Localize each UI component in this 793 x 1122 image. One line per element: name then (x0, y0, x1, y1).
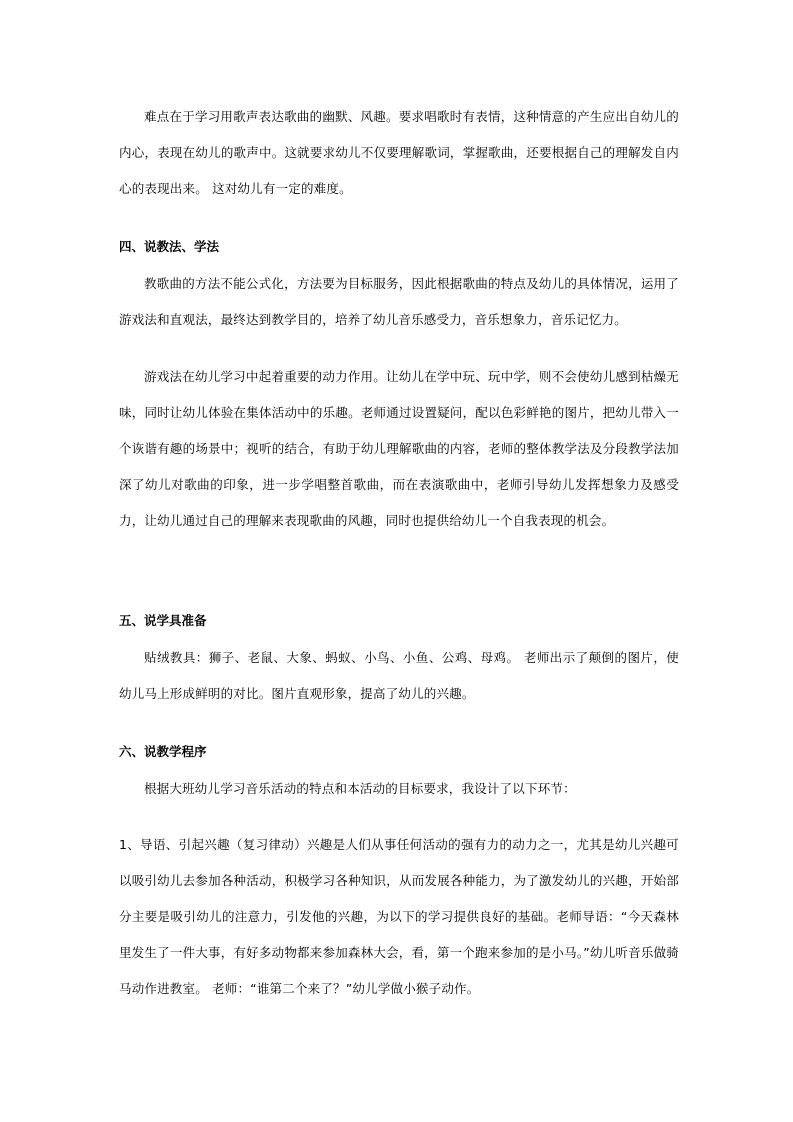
section-heading-materials: 五、说学具准备 (119, 613, 207, 628)
paragraph-teaching-methods: 教歌曲的方法不能公式化，方法要为目标服务，因此根据歌曲的特点及幼儿的具体情况，运用了游戏法和直观法，最终达到教学目的，培养了幼儿音乐感受力，音乐想象力，音乐记忆力。 (119, 276, 679, 327)
section-heading-procedure: 六、说教学程序 (119, 744, 207, 759)
paragraph-procedure-intro: 根据大班幼儿学习音乐活动的特点和本活动的目标要求，我设计了以下环节： (144, 781, 576, 796)
paragraph-game-method: 游戏法在幼儿学习中起着重要的动力作用。让幼儿在学中玩、玩中学，则不会使幼儿感到枯燥无味，同时让幼儿体验在集体活动中的乐趣。老师通过设置疑问，配以色彩鲜艳的图片，把幼儿带入一个诙谐有趣的场景中；视听的结合，有助于幼儿理解歌曲的内容，老师的整体教学法及分段教学法加深了幼儿对歌曲的印象，进一步学唱整首歌曲，而在表演歌曲中，老师引导幼儿发挥想象力及感受力，让幼儿通过自己的理解来表现歌曲的风趣，同时也提供给幼儿一个自我表现的机会。 (119, 369, 679, 528)
section-heading-teaching-methods: 四、说教法、学法 (119, 239, 220, 254)
paragraph-procedure-step1: 1、导语、引起兴趣（复习律动）兴趣是人们从事任何活动的强有力的动力之一，尤其是幼儿兴趣可以吸引幼儿去参加各种活动，积极学习各种知识，从而发展各种能力，为了激发幼儿的兴趣，开始部分主要是吸引幼儿的注意力，引发他的兴趣，为以下的学习提供良好的基础。老师导语：“今天森林里发生了一件大事，有好多动物都来参加森林大会，看，第一个跑来参加的是小马。”幼儿听音乐做骑马动作进教室。 老师：“谁第二个来了？”幼儿学做小猴子动作。 (119, 837, 679, 996)
paragraph-difficulty: 难点在于学习用歌声表达歌曲的幽默、风趣。要求唱歌时有表情，这种情意的产生应出自幼儿的内心，表现在幼儿的歌声中。这就要求幼儿不仅要理解歌词，掌握歌曲，还要根据自己的理解发自内心的表现出来。 这对幼儿有一定的难度。 (119, 109, 679, 196)
paragraph-materials: 贴绒教具：狮子、老鼠、大象、蚂蚁、小鸟、小鱼、公鸡、母鸡。 老师出示了颠倒的图片，使幼儿马上形成鲜明的对比。图片直观形象，提高了幼儿的兴趣。 (119, 650, 679, 701)
